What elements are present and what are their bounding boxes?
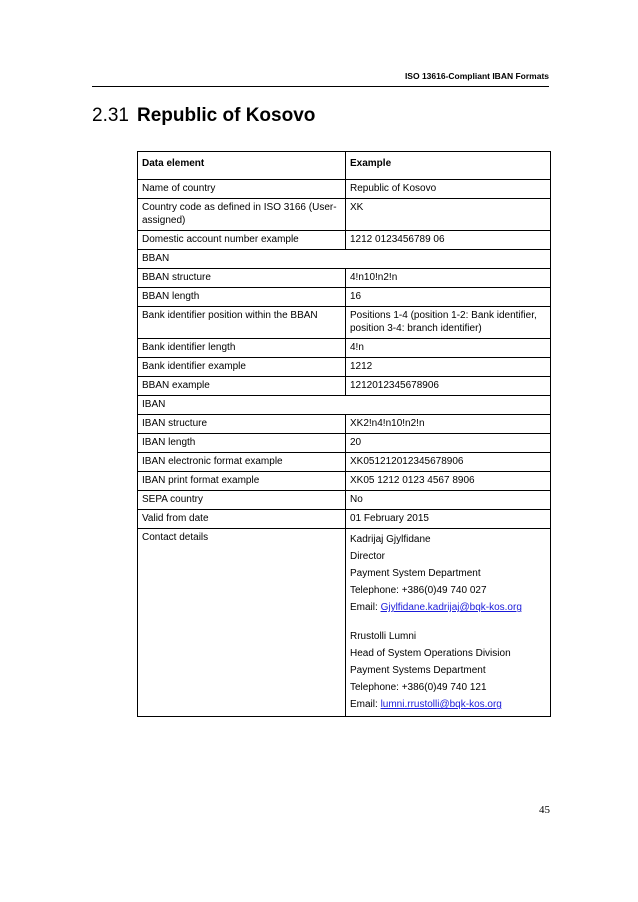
column-header-example: Example xyxy=(346,152,551,180)
row-label: BBAN length xyxy=(138,288,346,307)
running-header: ISO 13616-Compliant IBAN Formats xyxy=(404,71,549,81)
row-value: 1212 0123456789 06 xyxy=(346,231,551,250)
row-value: XK05 1212 0123 4567 8906 xyxy=(346,472,551,491)
row-label: Bank identifier position within the BBAN xyxy=(138,307,346,339)
contact-1-telephone: Telephone: +386(0)49 740 027 xyxy=(350,585,487,596)
contact-row xyxy=(138,529,551,717)
row-value: Republic of Kosovo xyxy=(346,180,551,199)
table-row xyxy=(138,358,551,377)
table-row xyxy=(138,307,551,339)
table-row xyxy=(138,415,551,434)
table-row xyxy=(138,491,551,510)
row-value: 4!n xyxy=(346,339,551,358)
table-header-row xyxy=(138,152,551,180)
section-heading xyxy=(92,104,315,128)
contact-1-title: Director xyxy=(350,551,386,562)
row-label: SEPA country xyxy=(138,491,346,510)
row-label: IBAN structure xyxy=(138,415,346,434)
contact-1-email-link[interactable]: Gjylfidane.kadrijaj@bqk-kos.org xyxy=(380,602,522,613)
row-label: Domestic account number example xyxy=(138,231,346,250)
row-label: Valid from date xyxy=(138,510,346,529)
contact-2-email-link[interactable]: lumni.rrustolli@bqk-kos.org xyxy=(380,699,502,710)
row-label: BBAN example xyxy=(138,377,346,396)
table-row xyxy=(138,288,551,307)
column-header-data-element: Data element xyxy=(138,152,346,180)
contact-2-email-label: Email: xyxy=(350,699,381,710)
table-row xyxy=(138,472,551,491)
row-value: 1212012345678906 xyxy=(346,377,551,396)
section-title: Republic of Kosovo xyxy=(136,105,316,126)
contact-1-name: Kadrijaj Gjylfidane xyxy=(350,534,431,545)
table-row xyxy=(138,269,551,288)
contact-details xyxy=(346,529,551,717)
table-row xyxy=(138,434,551,453)
table-row xyxy=(138,377,551,396)
row-label: BBAN structure xyxy=(138,269,346,288)
row-value: Positions 1-4 (position 1-2: Bank identifier, position 3-4: branch identifier) xyxy=(346,307,551,339)
row-value: 01 February 2015 xyxy=(346,510,551,529)
row-label: IBAN length xyxy=(138,434,346,453)
table-row xyxy=(138,180,551,199)
row-value: XK xyxy=(346,199,551,231)
contact-label: Contact details xyxy=(138,529,346,717)
row-label: Country code as defined in ISO 3166 (User-assigned) xyxy=(138,199,346,231)
contact-1-department: Payment System Department xyxy=(350,568,481,579)
row-value: 4!n10!n2!n xyxy=(346,269,551,288)
row-value: XK2!n4!n10!n2!n xyxy=(346,415,551,434)
row-value: 20 xyxy=(346,434,551,453)
row-value: 1212 xyxy=(346,358,551,377)
row-value: No xyxy=(346,491,551,510)
group-row-bban xyxy=(138,250,551,269)
section-number: 2.31 xyxy=(92,105,129,126)
contact-2-department: Payment Systems Department xyxy=(350,665,486,676)
table-row xyxy=(138,231,551,250)
contact-2-email-line xyxy=(350,696,546,713)
contact-1-email-label: Email: xyxy=(350,602,381,613)
group-row-iban xyxy=(138,396,551,415)
page-number: 45 xyxy=(539,804,550,816)
group-label: BBAN xyxy=(138,250,551,269)
contact-2-name: Rrustolli Lumni xyxy=(350,631,417,642)
row-value: 16 xyxy=(346,288,551,307)
group-label: IBAN xyxy=(138,396,551,415)
iban-format-table xyxy=(137,151,551,717)
row-label: IBAN electronic format example xyxy=(138,453,346,472)
header-rule xyxy=(92,86,549,87)
table-row xyxy=(138,199,551,231)
row-label: Bank identifier example xyxy=(138,358,346,377)
row-label: Name of country xyxy=(138,180,346,199)
contact-2-title: Head of System Operations Division xyxy=(350,648,511,659)
contact-2-telephone: Telephone: +386(0)49 740 121 xyxy=(350,682,487,693)
table-row xyxy=(138,510,551,529)
row-label: IBAN print format example xyxy=(138,472,346,491)
row-value: XK051212012345678906 xyxy=(346,453,551,472)
contact-1-email-line xyxy=(350,599,546,616)
row-label: Bank identifier length xyxy=(138,339,346,358)
table-row xyxy=(138,453,551,472)
table-row xyxy=(138,339,551,358)
